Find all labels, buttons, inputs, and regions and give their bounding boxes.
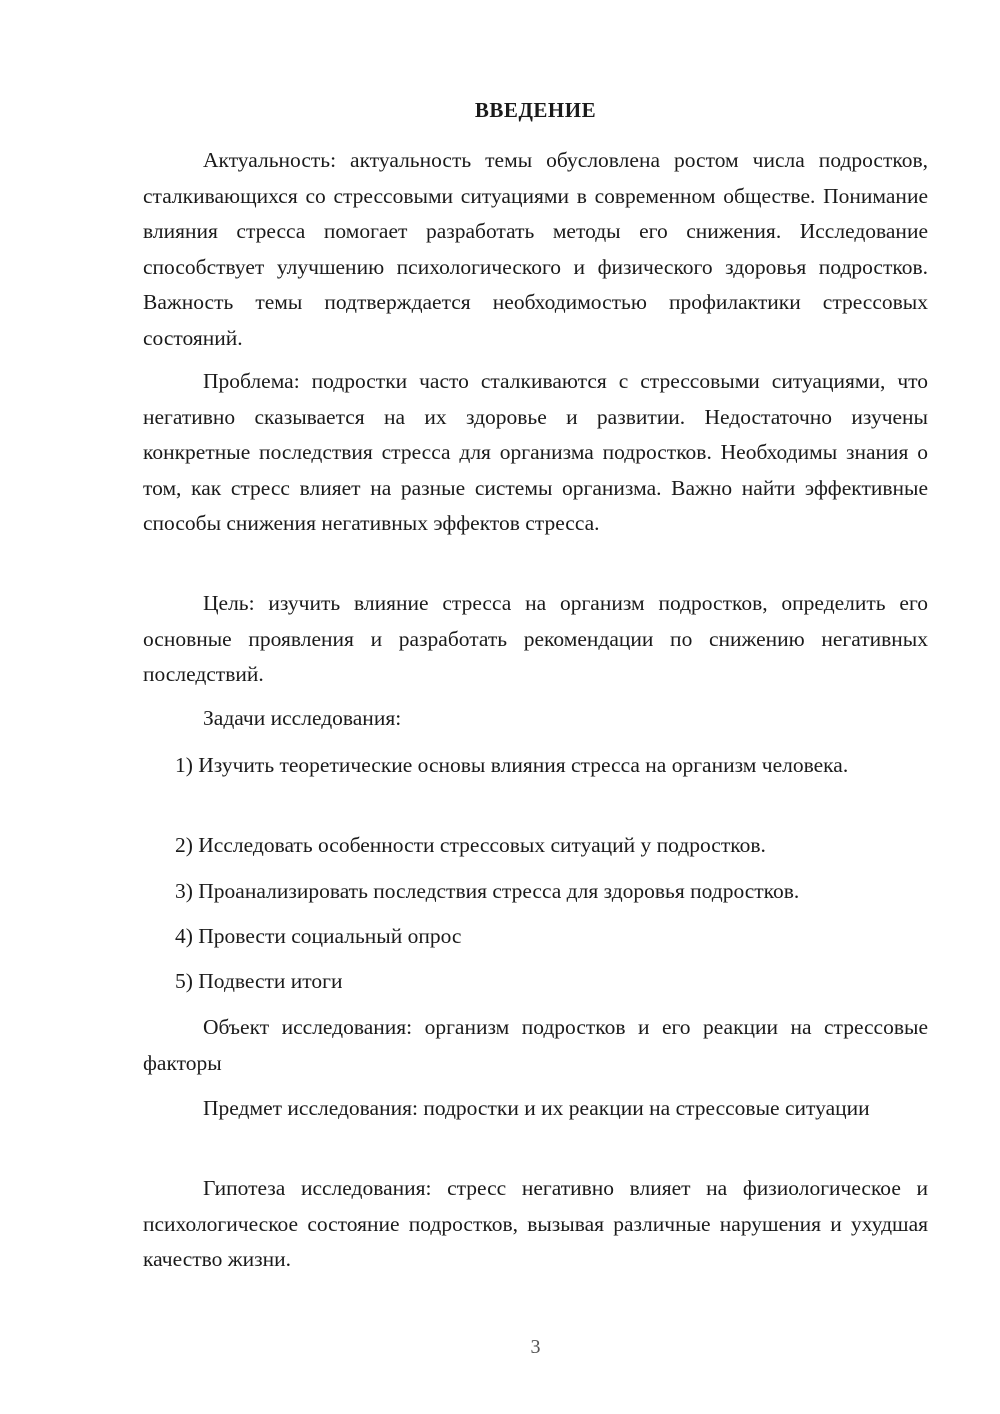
task-item-2: 2) Исследовать особенности стрессовых ситуаций у подростков. xyxy=(175,833,766,857)
paragraph-object: Объект исследования: организм подростков и его реакции на стрессовые факторы xyxy=(143,1015,928,1075)
task-item-1: 1) Изучить теоретические основы влияния стресса на организм человека. xyxy=(175,753,849,777)
paragraph-hypothesis: Гипотеза исследования: стресс негативно влияет на физиологическое и психологическое состояние подростков, вызывая различные нарушения и ухудшая качество жизни. xyxy=(143,1176,928,1271)
paragraph-problem: Проблема: подростки часто сталкиваются с стрессовыми ситуациями, что негативно сказывается на их здоровье и развитии. Недостаточно изучены конкретные последствия стресса для организма подростков. Необходимы знания о том, как стресс влияет на разные системы организма. Важно найти эффективные способы снижения негативных эффектов стресса. xyxy=(143,369,928,535)
paragraph-relevance: Актуальность: актуальность темы обусловлена ростом числа подростков, сталкивающихся со стрессовыми ситуациями в современном обществе. Понимание влияния стресса помогает разработать методы его снижения. Исследование способствует улучшению психологического и физического здоровья подростков. Важность темы подтверждается необходимостью профилактики стрессовых состояний. xyxy=(143,148,928,350)
task-item-5: 5) Подвести итоги xyxy=(175,969,343,993)
tasks-heading: Задачи исследования: xyxy=(203,706,402,730)
task-item-4: 4) Провести социальный опрос xyxy=(175,924,462,948)
task-item-3: 3) Проанализировать последствия стресса для здоровья подростков. xyxy=(175,879,800,903)
paragraph-subject: Предмет исследования: подростки и их реакции на стрессовые ситуации xyxy=(203,1096,870,1120)
paragraph-goal: Цель: изучить влияние стресса на организм подростков, определить его основные проявления и разработать рекомендации по снижению негативных последствий. xyxy=(143,591,928,686)
page-title: ВВЕДЕНИЕ xyxy=(474,98,597,122)
page-number: 3 xyxy=(530,1336,541,1358)
